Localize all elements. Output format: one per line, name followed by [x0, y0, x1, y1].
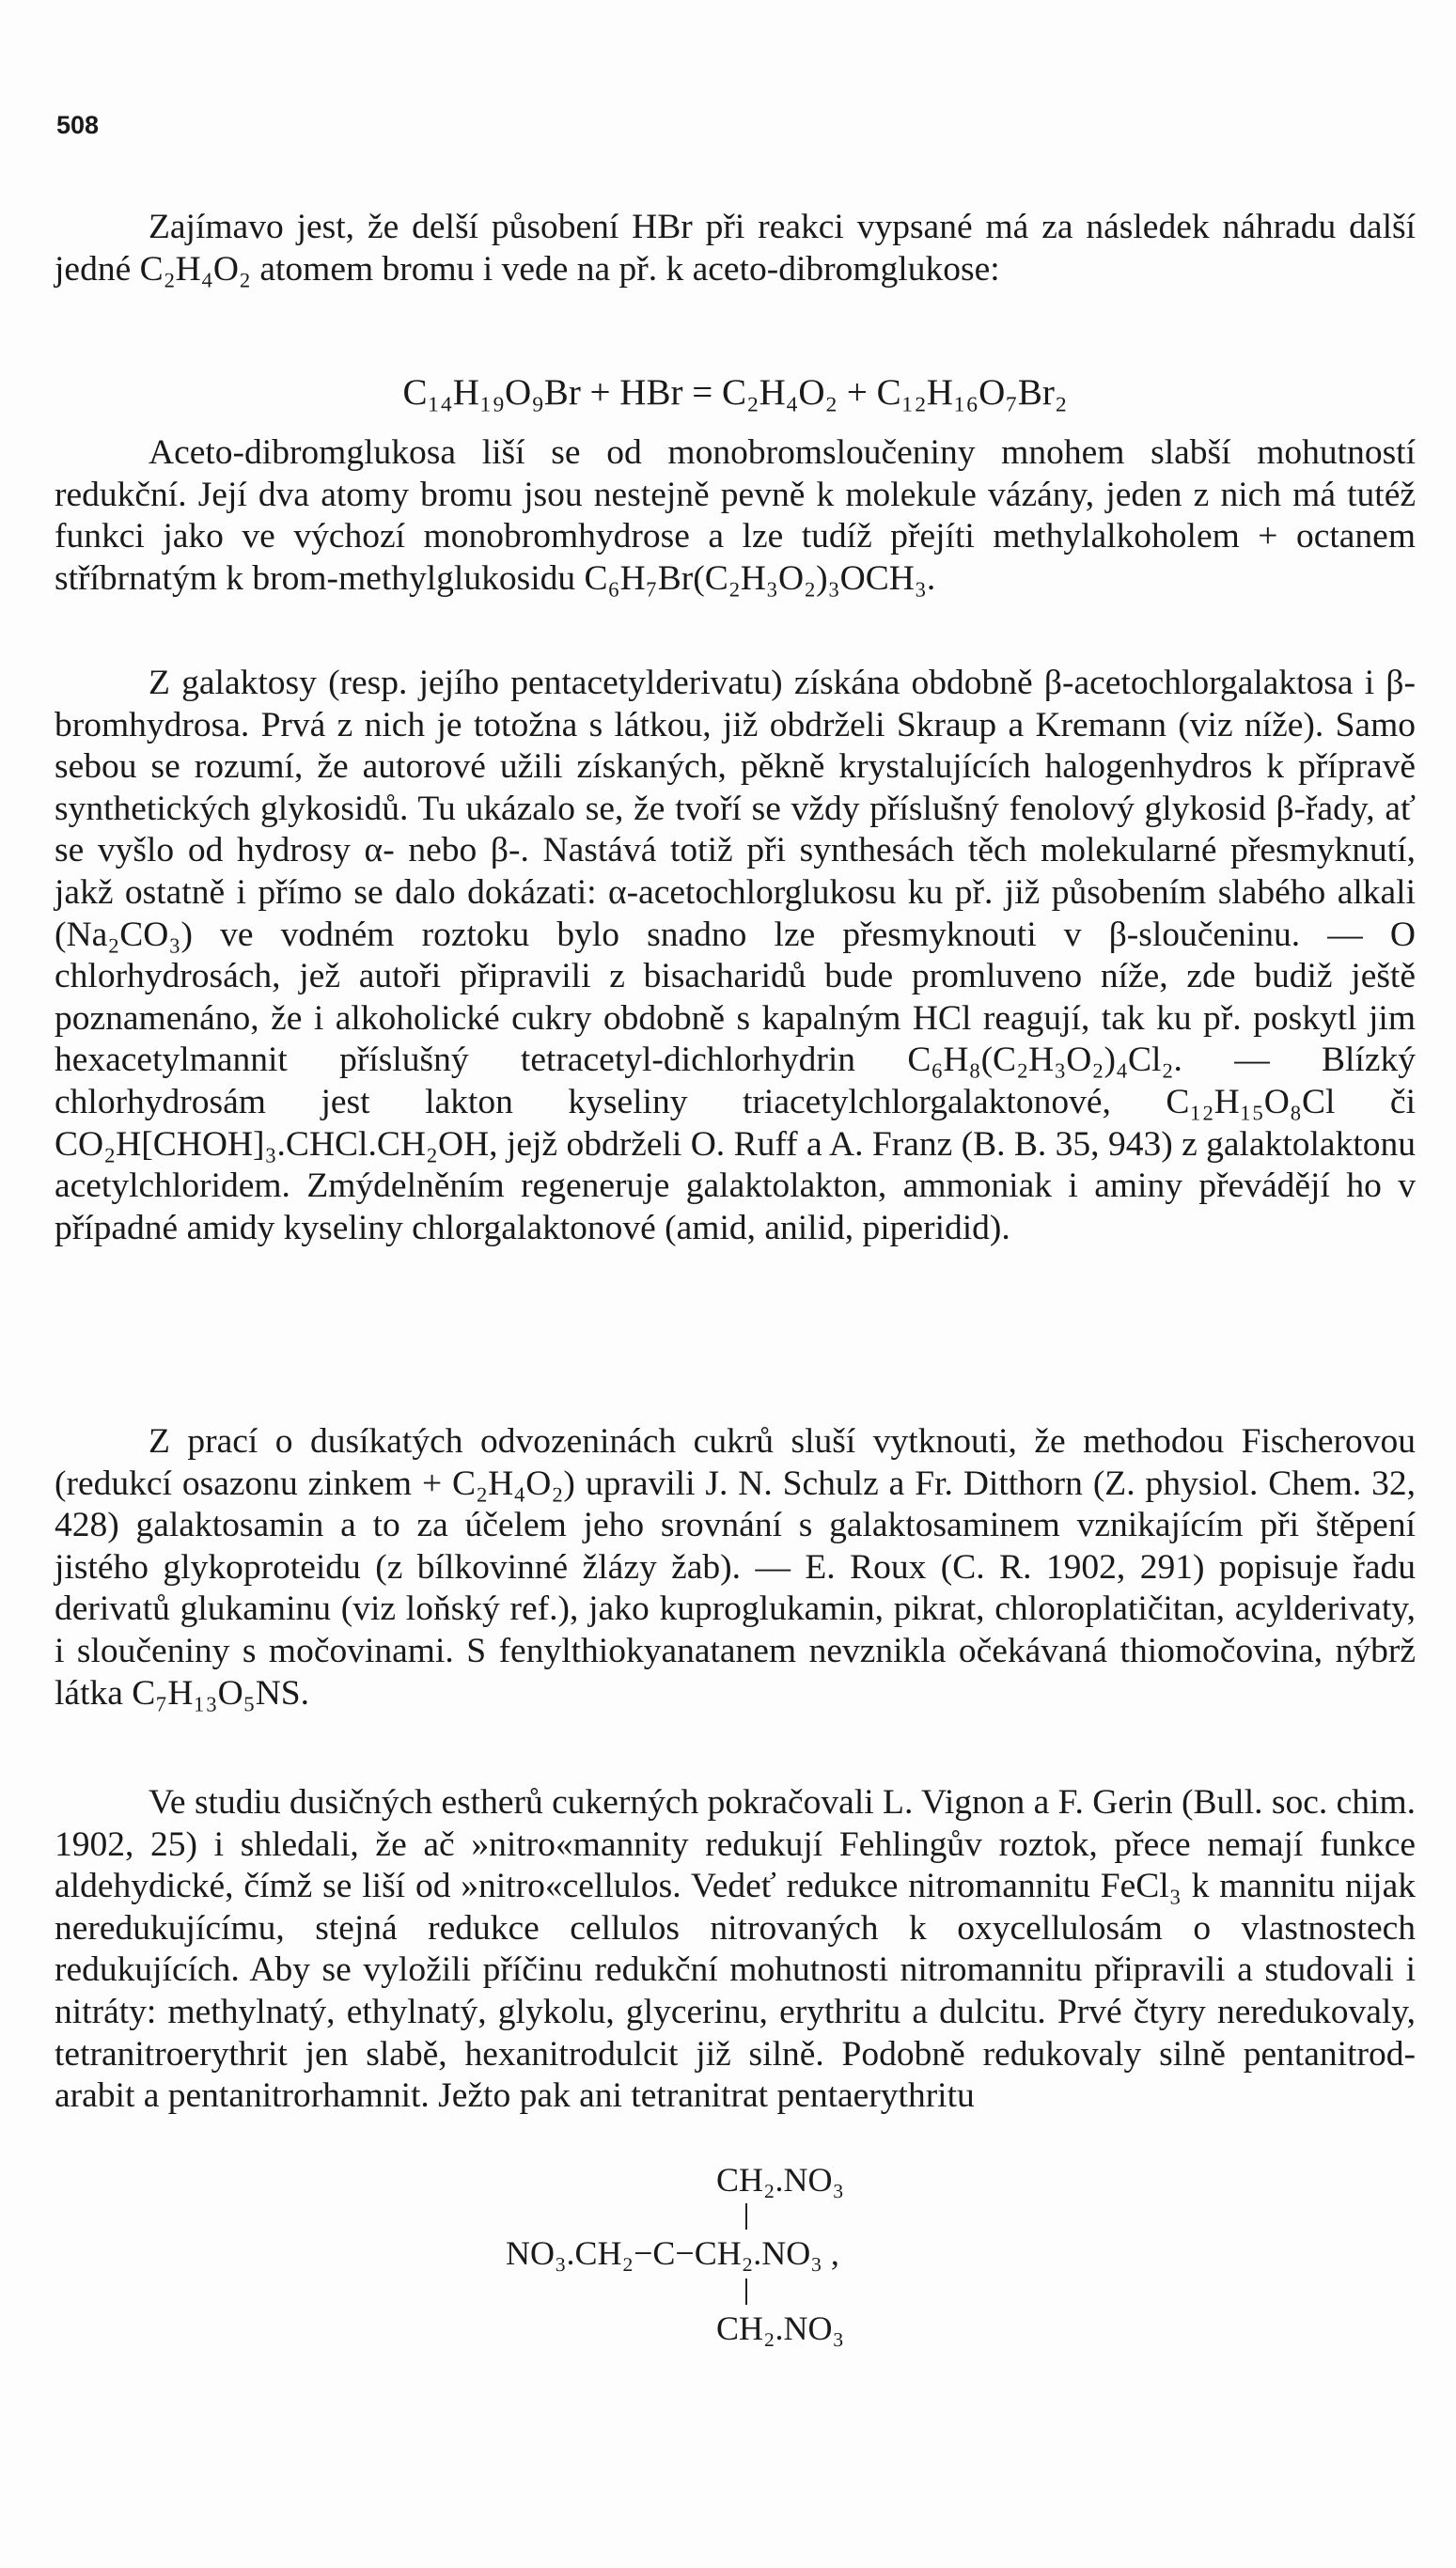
paragraph-reduction: Aceto-dibromglukosa liší se od monobromsloučeniny mnohem slabší mohutností redukční. Její dva atomy bromu jsou nestejně pevně k molekule vázány, jeden z nich má tutéž funkci jako ve výchozí monobromhydrose a lze tudíž přejíti methylalkoholem + octanem stříbrnatým k brom-methylglukosidu C₆H₇Br(C₂H₃O₂)₃OCH₃.: [55, 433, 1416, 598]
reaction-equation: C₁₄H₁₉O₉Br + HBr = C₂H₄O₂ + C₁₂H₁₆O₇Br₂: [402, 372, 1068, 413]
paragraph-nitrogen-derivatives: Z prací o dusíkatých odvozeninách cukrů sluší vytknouti, že methodou Fischerovou (redukcí osazonu zinkem + C₂H₄O₂) upravili J. N. Schulz a Fr. Ditthorn (Z. physiol. Chem. 32, 428) galaktosamin a to za účelem jeho srovnání s galaktosaminem vznikajícím při štěpení jistého glykoproteidu (z bílkovinné žlázy žab). — E. Roux (C. R. 1902, 291) popisuje řadu derivatů glukaminu (viz loňský ref.), jako kuproglukamin, pikrat, chloroplatičitan, acylderivaty, i sloučeniny s močovinami. S fenylthiokyanatanem nevznikla očekávaná thiomočovina, nýbrž látka C₇H₁₃O₅NS.: [55, 1422, 1416, 1713]
paragraph-aceto-dibromglukose: Zajímavo jest, že delší působení HBr při reakci vypsané má za následek náhradu další jedné C₂H₄O₂ atomem bromu i vede na př. k aceto-dibromglukose:: [55, 208, 1416, 289]
formula-main-chain: NO₃.CH₂−C−CH₂.NO₃ ,: [506, 2234, 839, 2272]
paragraph-nitro-esters: Ve studiu dusičných estherů cukerných pokračovali L. Vignon a F. Gerin (Bull. soc. chim. 1902, 25) i shledali, že ač »nitro«mannity redukují Fehlingův roztok, přece nemají funkce aldehydické, čímž se liší od »nitro«cellulos. Vedeť redukce nitromannitu FeCl₃ k mannitu nijak neredukujícímu, stejná redukce cellulos nitrovaných k oxycellulosám o vlastnostech redukujících. Aby se vyložili příčinu redukční mohutnosti nitromannitu připravili a studovali i nitráty: methylnatý, ethylnatý, glykolu, glycerinu, erythritu a dulcitu. Prvé čtyry neredukovaly, tetranitroerythrit jen slabě, hexanitrodulcit již silně. Podobně redukovaly silně pentanitrod-arabit a pentanitrorhamnit. Ježto pak ani tetranitrat pentaerythritu: [55, 1783, 1416, 2116]
formula-bond-up: [745, 2203, 747, 2230]
formula-top-group: CH₂.NO₃: [716, 2161, 845, 2199]
formula-bottom-group: CH₂.NO₃: [716, 2310, 845, 2347]
formula-bond-down: [745, 2278, 747, 2305]
page-number: 508: [56, 111, 100, 139]
paragraph-galaktosa: Z galaktosy (resp. jejího pentacetylderivatu) získána obdobně β-acetochlorgalaktosa i β-bromhydrosa. Prvá z nich je totožna s látkou, již obdrželi Skraup a Kremann (viz níže). Samo sebou se rozumí, že autorové užili získaných, pěkně krystalujících halogenhydros k přípravě synthetických glykosidů. Tu ukázalo se, že tvoří se vždy příslušný fenolový glykosid β-řady, ať se vyšlo od hydrosy α- nebo β-. Nastává totiž při synthesách těch molekularné přesmyknutí, jakž ostatně i přímo se dalo dokázati: α-acetochlorglukosu ku př. již působením slabého alkali (Na₂CO₃) ve vodném roztoku bylo snadno lze přesmyknouti v β-sloučeninu. — O chlorhydrosách, jež autoři připravili z bisacharidů bude promluveno níže, zde budiž ještě poznamenáno, že i alkoholické cukry obdobně s kapalným HCl reagují, tak ku př. poskytl jim hexacetylmannit příslušný tetracetyl-dichlorhydrin C₆H₈(C₂H₃O₂)₄Cl₂. — Blízký chlorhydrosám jest lakton kyseliny triacetylchlorgalaktonové, C₁₂H₁₅O₈Cl či CO₂H[CHOH]₃.CHCl.CH₂OH, jejž obdrželi O. Ruff a A. Franz (B. B. 35, 943) z galaktolaktonu acetylchloridem. Zmýdelněním regeneruje galaktolakton, ammoniak i aminy převádějí ho v případné amidy kyseliny chlorgalaktonové (amid, anilid, piperidid).: [55, 664, 1416, 1247]
